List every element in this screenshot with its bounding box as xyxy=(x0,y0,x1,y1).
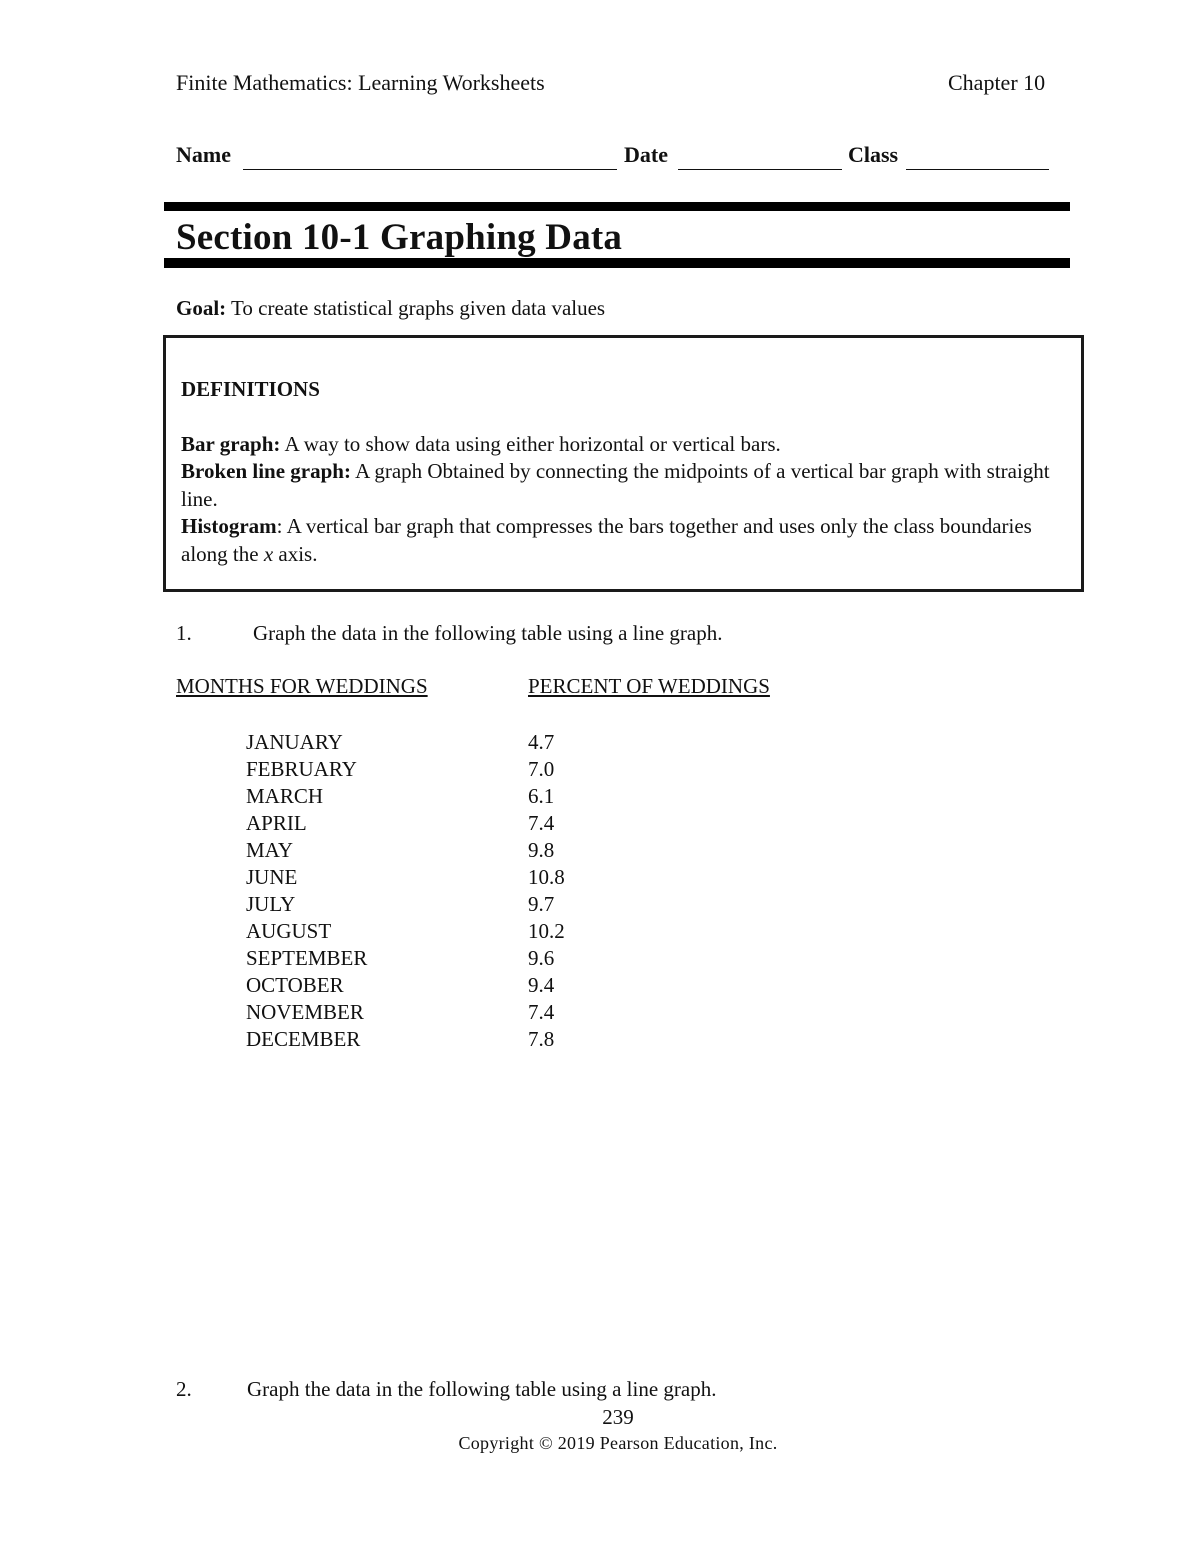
month-cell: NOVEMBER xyxy=(246,1000,364,1024)
month-cell: JULY xyxy=(246,892,296,916)
definition-text: A way to show data using either horizontal or vertical bars. xyxy=(284,431,781,456)
definitions-heading: DEFINITIONS xyxy=(181,377,320,401)
percent-cell: 9.4 xyxy=(528,973,555,997)
definition-bar-graph xyxy=(181,431,1061,459)
percent-cell: 7.4 xyxy=(528,811,555,835)
definition-term: Histogram xyxy=(181,514,277,538)
name-label: Name xyxy=(176,142,231,167)
definition-text: : A vertical bar graph that compresses the bars together and uses only the class boundaries along the xyxy=(181,514,1032,566)
definition-italic-var: x xyxy=(263,541,274,566)
month-cell: MARCH xyxy=(246,784,324,808)
question-2-number: 2. xyxy=(176,1377,192,1401)
percent-cell: 10.8 xyxy=(528,865,565,889)
goal-statement xyxy=(176,296,605,321)
name-date-class-row xyxy=(176,142,1056,174)
running-header-chapter: Chapter 10 xyxy=(948,70,1046,95)
goal-text: To create statistical graphs given data values xyxy=(231,296,606,320)
percent-cell: 9.7 xyxy=(528,892,555,916)
goal-label: Goal: xyxy=(176,296,227,320)
date-label: Date xyxy=(624,142,668,167)
definition-broken-line-graph xyxy=(181,458,1061,513)
month-cell: SEPTEMBER xyxy=(246,946,368,970)
definition-term: Bar graph: xyxy=(181,431,281,456)
month-cell: APRIL xyxy=(246,811,307,835)
month-cell: AUGUST xyxy=(246,919,332,943)
month-cell: JUNE xyxy=(246,865,298,889)
month-cell: OCTOBER xyxy=(246,973,344,997)
definition-text-end: axis. xyxy=(273,541,318,566)
percent-cell: 9.8 xyxy=(528,838,555,862)
question-2-text: Graph the data in the following table using a line graph. xyxy=(247,1377,717,1401)
percent-cell: 10.2 xyxy=(528,919,565,943)
month-cell: MAY xyxy=(246,838,294,862)
definition-term: Broken line graph: xyxy=(181,459,351,483)
page-number: 239 xyxy=(602,1405,634,1429)
month-cell: JANUARY xyxy=(246,730,343,754)
section-rule-bottom xyxy=(164,258,1070,268)
percent-cell: 7.0 xyxy=(528,757,555,781)
percent-cell: 4.7 xyxy=(528,730,555,754)
column-header-months: MONTHS FOR WEDDINGS xyxy=(176,674,428,698)
percent-cell: 6.1 xyxy=(528,784,555,808)
percent-cell: 7.8 xyxy=(528,1027,555,1051)
running-header-title: Finite Mathematics: Learning Worksheets xyxy=(176,70,545,95)
percent-cell: 9.6 xyxy=(528,946,555,970)
definition-text: A graph Obtained by connecting the midpoints of a vertical bar graph with straight line. xyxy=(181,459,1050,511)
section-title: Section 10-1 Graphing Data xyxy=(176,217,623,258)
copyright-notice: Copyright © 2019 Pearson Education, Inc. xyxy=(458,1433,778,1453)
name-blank-line[interactable] xyxy=(243,169,617,170)
class-blank-line[interactable] xyxy=(906,169,1049,170)
definitions-box xyxy=(163,335,1084,592)
question-1-number: 1. xyxy=(176,621,192,645)
definition-histogram xyxy=(181,513,1061,568)
class-label: Class xyxy=(848,142,899,167)
column-header-percent: PERCENT OF WEDDINGS xyxy=(528,674,770,698)
question-1-text: Graph the data in the following table using a line graph. xyxy=(253,621,723,645)
date-blank-line[interactable] xyxy=(678,169,842,170)
month-cell: FEBRUARY xyxy=(246,757,357,781)
percent-cell: 7.4 xyxy=(528,1000,555,1024)
section-rule-top xyxy=(164,202,1070,211)
month-cell: DECEMBER xyxy=(246,1027,361,1051)
